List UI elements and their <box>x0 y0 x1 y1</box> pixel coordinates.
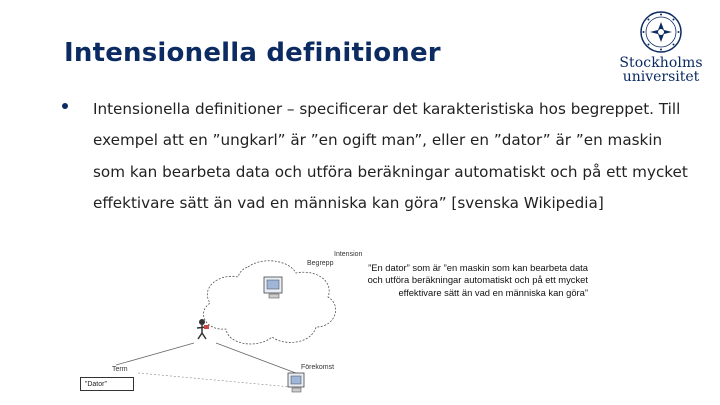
label-term: Term <box>112 366 128 373</box>
logo-text-line1: Stockholms <box>619 55 703 71</box>
bullet-text: Intensionella definitioner – specificerar det karakteristiska hos begreppet. Till exempel att en ”ungkarl” är ”en ogift man”, eller en ”dator” är ”en maskin som kan bearbeta data och utföra beräkningar automatiskt och på ett mycket effektivare sätt än vad en människa kan göra” [svenska Wikipedia] <box>93 100 688 212</box>
slide-title: Intensionella definitioner <box>64 38 441 68</box>
definition-quote: ”En dator” som är ”en maskin som kan bearbeta data och utföra beräkningar automatiskt och på ett mycket effektivare sätt än vad en människa kan göra” <box>367 262 588 298</box>
concept-cloud-shape <box>203 261 335 344</box>
term-box: ”Dator” <box>80 377 134 391</box>
label-intension: Intension <box>334 251 363 258</box>
person-icon <box>197 319 209 339</box>
line-term-to-referent <box>138 373 291 387</box>
computer-icon <box>264 277 282 298</box>
logo-text-line2: universitet <box>622 69 700 85</box>
line-person-to-term <box>116 343 194 365</box>
bullet-marker <box>62 103 68 109</box>
label-begrepp: Begrepp <box>307 260 334 267</box>
university-logo <box>616 10 706 85</box>
university-seal-icon <box>639 10 683 54</box>
line-person-to-referent <box>216 343 301 375</box>
label-forekomst: Förekomst <box>301 364 335 371</box>
referent-computer-icon <box>288 373 304 392</box>
